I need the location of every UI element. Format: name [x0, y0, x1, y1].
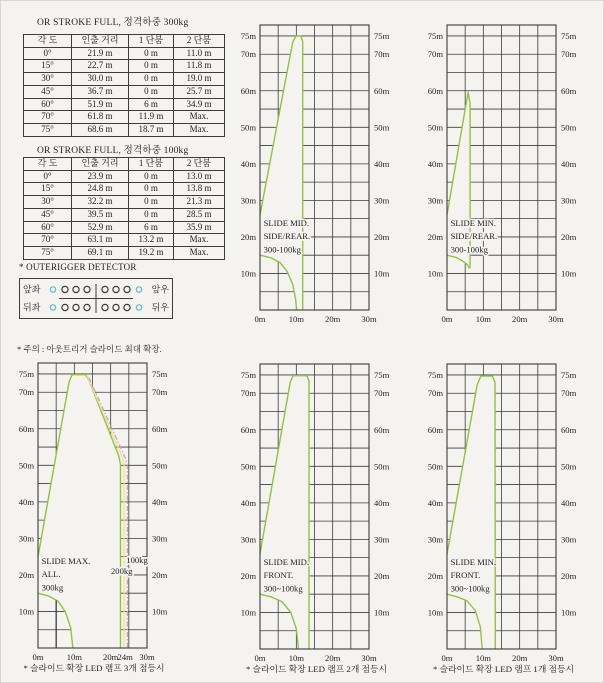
- table-cell: 35.9 m: [174, 221, 225, 234]
- y-axis-label-right: 50m: [561, 122, 577, 133]
- x-axis-label: 30m: [361, 314, 377, 324]
- y-axis-label-left: 40m: [427, 158, 443, 169]
- y-axis-label-right: 70m: [152, 387, 168, 398]
- table-cell: 45°: [24, 208, 72, 221]
- table-cell: 75°: [24, 246, 72, 259]
- caution-note: * 주의 : 아웃트리거 슬라이드 최대 확장.: [17, 344, 162, 354]
- y-axis-label-right: 75m: [561, 369, 577, 380]
- load-table-grid: [23, 157, 225, 260]
- y-axis-label-right: 20m: [374, 570, 390, 581]
- table-cell: 21.9 m: [72, 47, 129, 60]
- table-row: [24, 221, 225, 234]
- chart-label: 300~100kg: [263, 583, 303, 594]
- detector-lamp: [62, 304, 68, 310]
- y-axis-label-left: 75m: [240, 369, 256, 380]
- range-chart-slide-max-all: [12, 358, 175, 666]
- table-cell: 11.8 m: [174, 60, 225, 73]
- table-cell: 68.6 m: [72, 123, 129, 136]
- y-axis-label-left: 10m: [240, 607, 256, 618]
- detector-lamp: [124, 286, 130, 292]
- working-area-fill: [447, 92, 470, 268]
- y-axis-label-right: 40m: [561, 158, 577, 169]
- x-axis-label: 0m: [441, 653, 453, 663]
- y-axis-label-left: 40m: [240, 497, 256, 508]
- x-axis-label: 0m: [441, 314, 453, 324]
- y-axis-label-right: 20m: [561, 231, 577, 242]
- detector-lamp: [84, 304, 90, 310]
- x-axis-label: 10m: [66, 652, 82, 662]
- table-cell: 45°: [24, 85, 72, 98]
- table-row: [24, 60, 225, 73]
- detector-label-front-left: 앞좌: [23, 284, 41, 295]
- x-axis-label: 0m: [254, 653, 266, 663]
- table-cell: 70°: [24, 234, 72, 247]
- y-axis-label-right: 30m: [152, 533, 168, 544]
- table-cell: 0 m: [129, 85, 174, 98]
- table-cell: 21.3 m: [174, 196, 225, 209]
- y-axis-label-left: 75m: [240, 30, 256, 41]
- y-axis-label-left: 50m: [240, 122, 256, 133]
- table-header-cell: 1 단붐: [129, 158, 174, 171]
- x-axis-label: 10m: [288, 314, 304, 324]
- y-axis-label-right: 10m: [561, 268, 577, 279]
- x-axis-label: 20m: [512, 314, 528, 324]
- x-axis-label: 10m: [475, 314, 491, 324]
- x-axis-label: 20m: [325, 314, 341, 324]
- y-axis-label-right: 50m: [374, 461, 390, 472]
- y-axis-label-left: 50m: [427, 461, 443, 472]
- table-row: [24, 98, 225, 111]
- y-axis-label-right: 75m: [152, 368, 168, 379]
- y-axis-label-left: 70m: [427, 388, 443, 399]
- table-row: [24, 183, 225, 196]
- range-chart-slide-mid-side-rear: [234, 20, 397, 328]
- table-header-cell: 2 단붐: [174, 35, 225, 48]
- y-axis-label-right: 40m: [374, 158, 390, 169]
- detector-label-rear-left: 뒤좌: [23, 302, 41, 313]
- table-cell: 0 m: [129, 60, 174, 73]
- chart-label: 200kg: [110, 565, 133, 576]
- y-axis-label-right: 30m: [374, 195, 390, 206]
- y-axis-label-right: 40m: [374, 497, 390, 508]
- range-chart-slide-min-front: [421, 359, 584, 667]
- table-row: [24, 123, 225, 136]
- y-axis-label-right: 40m: [152, 496, 168, 507]
- chart-label: SLIDE MIN.: [450, 556, 496, 567]
- detector-lamp: [124, 304, 130, 310]
- x-axis-label: 30m: [548, 653, 564, 663]
- x-axis-label: 20m: [103, 652, 119, 662]
- table-cell: Max.: [174, 123, 225, 136]
- table-cell: 61.8 m: [72, 111, 129, 124]
- y-axis-label-left: 30m: [427, 195, 443, 206]
- chart-label: ALL.: [41, 569, 61, 580]
- load-table-300kg: [23, 34, 225, 137]
- detector-lamp: [113, 304, 119, 310]
- detector-lamp: [73, 304, 79, 310]
- x-axis-label: 20m: [512, 653, 528, 663]
- table-cell: 60°: [24, 98, 72, 111]
- table-cell: 30°: [24, 196, 72, 209]
- y-axis-label-left: 30m: [18, 533, 34, 544]
- x-axis-label: 10m: [288, 653, 304, 663]
- chart-label: 300~100kg: [450, 583, 490, 594]
- y-axis-label-right: 70m: [561, 388, 577, 399]
- x-axis-label: 30m: [548, 314, 564, 324]
- table-cell: 0 m: [129, 170, 174, 183]
- y-axis-label-left: 20m: [240, 231, 256, 242]
- y-axis-label-right: 10m: [374, 607, 390, 618]
- table-cell: 0 m: [129, 47, 174, 60]
- table-row: [24, 73, 225, 86]
- working-area-fill: [38, 375, 121, 648]
- table-header-cell: 각 도: [24, 158, 72, 171]
- table-cell: 13.8 m: [174, 183, 225, 196]
- x-axis-label: 24m: [117, 652, 133, 662]
- y-axis-label-right: 20m: [374, 231, 390, 242]
- table-row: [24, 208, 225, 221]
- y-axis-label-left: 60m: [18, 423, 34, 434]
- chart-label: 100kg: [126, 555, 148, 566]
- table-row: [24, 234, 225, 247]
- y-axis-label-right: 70m: [561, 49, 577, 60]
- y-axis-label-left: 10m: [427, 268, 443, 279]
- load-table-100kg-title: OR STROKE FULL, 정격하중 100kg: [37, 146, 189, 156]
- detector-lamp-outer: [136, 287, 141, 292]
- table-cell: 15°: [24, 183, 72, 196]
- detector-lamp: [102, 286, 108, 292]
- y-axis-label-right: 10m: [374, 268, 390, 279]
- y-axis-label-right: 70m: [374, 388, 390, 399]
- detector-lamp-outer: [50, 305, 55, 310]
- table-row: [24, 47, 225, 60]
- y-axis-label-left: 75m: [427, 369, 443, 380]
- y-axis-label-left: 30m: [427, 534, 443, 545]
- y-axis-label-left: 20m: [240, 570, 256, 581]
- chart-slide-min-front: [421, 359, 584, 672]
- table-cell: Max.: [174, 234, 225, 247]
- table-cell: 30°: [24, 73, 72, 86]
- x-axis-label: 10m: [475, 653, 491, 663]
- y-axis-label-right: 70m: [374, 49, 390, 60]
- y-axis-label-left: 50m: [240, 461, 256, 472]
- y-axis-label-right: 30m: [561, 534, 577, 545]
- table-cell: 32.2 m: [72, 196, 129, 209]
- table-header-cell: 2 단붐: [174, 158, 225, 171]
- chart-label: SLIDE MID.: [263, 217, 309, 228]
- y-axis-label-left: 60m: [427, 85, 443, 96]
- chart-label: 300-100kg: [263, 244, 301, 255]
- chart-caption-1-lamp: * 슬라이드 확장 LED 램프 1개 점등시: [432, 664, 575, 674]
- table-cell: 0 m: [129, 208, 174, 221]
- y-axis-label-left: 60m: [427, 424, 443, 435]
- table-header-cell: 1 단붐: [129, 35, 174, 48]
- y-axis-label-left: 60m: [240, 424, 256, 435]
- detector-label-front-right: 앞우: [151, 284, 169, 295]
- chart-label: 300kg: [41, 582, 64, 593]
- table-header-cell: 인출 거리: [72, 158, 129, 171]
- table-cell: 13.0 m: [174, 170, 225, 183]
- chart-slide-max-all: [12, 358, 175, 671]
- detector-lamp: [73, 286, 79, 292]
- table-cell: 15°: [24, 60, 72, 73]
- y-axis-label-left: 20m: [427, 231, 443, 242]
- table-row: [24, 246, 225, 259]
- x-axis-label: 30m: [139, 652, 155, 662]
- table-cell: 19.2 m: [129, 246, 174, 259]
- chart-slide-min-side-rear: [421, 20, 584, 333]
- table-cell: 30.0 m: [72, 73, 129, 86]
- table-cell: 23.9 m: [72, 170, 129, 183]
- table-cell: 36.7 m: [72, 85, 129, 98]
- x-axis-label: 0m: [32, 652, 44, 662]
- y-axis-label-left: 30m: [240, 534, 256, 545]
- y-axis-label-left: 20m: [427, 570, 443, 581]
- y-axis-label-left: 70m: [18, 387, 34, 398]
- table-cell: 11.0 m: [174, 47, 225, 60]
- table-cell: 6 m: [129, 98, 174, 111]
- table-header-cell: 인출 거리: [72, 35, 129, 48]
- table-cell: 52.9 m: [72, 221, 129, 234]
- y-axis-label-left: 10m: [427, 607, 443, 618]
- detector-lamp-outer: [50, 287, 55, 292]
- load-table-300kg-title: OR STROKE FULL, 정격하중 300kg: [37, 18, 189, 28]
- chart-label: SLIDE MIN.: [450, 217, 496, 228]
- y-axis-label-right: 60m: [561, 85, 577, 96]
- y-axis-label-left: 75m: [427, 30, 443, 41]
- detector-label-rear-right: 뒤우: [151, 302, 169, 313]
- load-table-grid: [23, 34, 225, 137]
- y-axis-label-right: 20m: [152, 569, 168, 580]
- table-cell: 0 m: [129, 196, 174, 209]
- y-axis-label-left: 40m: [240, 158, 256, 169]
- table-header-row: [24, 35, 225, 48]
- detector-lamp: [102, 304, 108, 310]
- outrigger-detector-box: [19, 278, 173, 324]
- working-area-fill: [260, 36, 303, 310]
- y-axis-label-left: 70m: [240, 49, 256, 60]
- table-cell: 0°: [24, 170, 72, 183]
- table-cell: 25.7 m: [174, 85, 225, 98]
- y-axis-label-left: 50m: [427, 122, 443, 133]
- table-cell: 39.5 m: [72, 208, 129, 221]
- table-cell: 19.0 m: [174, 73, 225, 86]
- y-axis-label-left: 70m: [240, 388, 256, 399]
- y-axis-label-left: 50m: [18, 460, 34, 471]
- table-cell: 75°: [24, 123, 72, 136]
- table-cell: 69.1 m: [72, 246, 129, 259]
- table-cell: 51.9 m: [72, 98, 129, 111]
- chart-label: FRONT.: [450, 570, 481, 581]
- table-cell: 28.5 m: [174, 208, 225, 221]
- y-axis-label-right: 75m: [374, 30, 390, 41]
- table-cell: 0 m: [129, 73, 174, 86]
- y-axis-label-left: 20m: [18, 569, 34, 580]
- chart-caption-3-lamps: * 슬라이드 확장 LED 램프 3개 점등시: [23, 663, 165, 673]
- table-cell: 18.7 m: [129, 123, 174, 136]
- x-axis-label: 30m: [361, 653, 377, 663]
- table-row: [24, 170, 225, 183]
- y-axis-label-right: 20m: [561, 570, 577, 581]
- y-axis-label-right: 10m: [561, 607, 577, 618]
- chart-label: SIDE/REAR.: [263, 231, 311, 242]
- table-cell: Max.: [174, 111, 225, 124]
- y-axis-label-left: 70m: [427, 49, 443, 60]
- y-axis-label-right: 75m: [561, 30, 577, 41]
- y-axis-label-right: 10m: [152, 606, 168, 617]
- x-axis-label: 0m: [254, 314, 266, 324]
- y-axis-label-right: 60m: [561, 424, 577, 435]
- table-cell: 70°: [24, 111, 72, 124]
- table-cell: 6 m: [129, 221, 174, 234]
- y-axis-label-right: 75m: [374, 369, 390, 380]
- y-axis-label-right: 60m: [374, 424, 390, 435]
- table-cell: Max.: [174, 246, 225, 259]
- chart-caption-2-lamps: * 슬라이드 확장 LED 램프 2개 점등시: [245, 664, 388, 674]
- y-axis-label-right: 30m: [561, 195, 577, 206]
- x-axis-label: 20m: [325, 653, 341, 663]
- table-row: [24, 85, 225, 98]
- table-cell: 22.7 m: [72, 60, 129, 73]
- y-axis-label-left: 10m: [240, 268, 256, 279]
- table-cell: 24.8 m: [72, 183, 129, 196]
- table-header-row: [24, 158, 225, 171]
- y-axis-label-left: 40m: [427, 497, 443, 508]
- chart-label: SLIDE MID.: [263, 556, 309, 567]
- y-axis-label-right: 50m: [561, 461, 577, 472]
- table-cell: 34.9 m: [174, 98, 225, 111]
- range-chart-slide-min-side-rear: [421, 20, 584, 328]
- detector-lamp-outer: [136, 305, 141, 310]
- y-axis-label-right: 50m: [152, 460, 168, 471]
- outrigger-detector-title: * OUTERIGGER DETECTOR: [19, 262, 137, 272]
- detector-lamp: [84, 286, 90, 292]
- y-axis-label-left: 10m: [18, 606, 34, 617]
- load-table-100kg: [23, 157, 225, 260]
- y-axis-label-right: 60m: [152, 423, 168, 434]
- y-axis-label-right: 40m: [561, 497, 577, 508]
- table-cell: 0°: [24, 47, 72, 60]
- table-cell: 0 m: [129, 183, 174, 196]
- chart-slide-mid-front: [234, 359, 397, 672]
- chart-slide-mid-side-rear: [234, 20, 397, 333]
- table-row: [24, 111, 225, 124]
- table-cell: 60°: [24, 221, 72, 234]
- y-axis-label-right: 30m: [374, 534, 390, 545]
- y-axis-label-left: 30m: [240, 195, 256, 206]
- y-axis-label-left: 40m: [18, 496, 34, 507]
- chart-label: SIDE/REAR.: [450, 231, 498, 242]
- table-cell: 11.9 m: [129, 111, 174, 124]
- chart-label: FRONT.: [263, 570, 294, 581]
- y-axis-label-right: 50m: [374, 122, 390, 133]
- table-row: [24, 196, 225, 209]
- detector-diagram: [19, 278, 173, 319]
- chart-label: 300-100kg: [450, 244, 488, 255]
- y-axis-label-right: 60m: [374, 85, 390, 96]
- table-cell: 63.1 m: [72, 234, 129, 247]
- table-header-cell: 각 도: [24, 35, 72, 48]
- range-chart-slide-mid-front: [234, 359, 397, 667]
- table-cell: 13.2 m: [129, 234, 174, 247]
- chart-label: SLIDE MAX.: [41, 555, 91, 566]
- y-axis-label-left: 60m: [240, 85, 256, 96]
- detector-lamp: [62, 286, 68, 292]
- y-axis-label-left: 75m: [18, 368, 34, 379]
- detector-lamp: [113, 286, 119, 292]
